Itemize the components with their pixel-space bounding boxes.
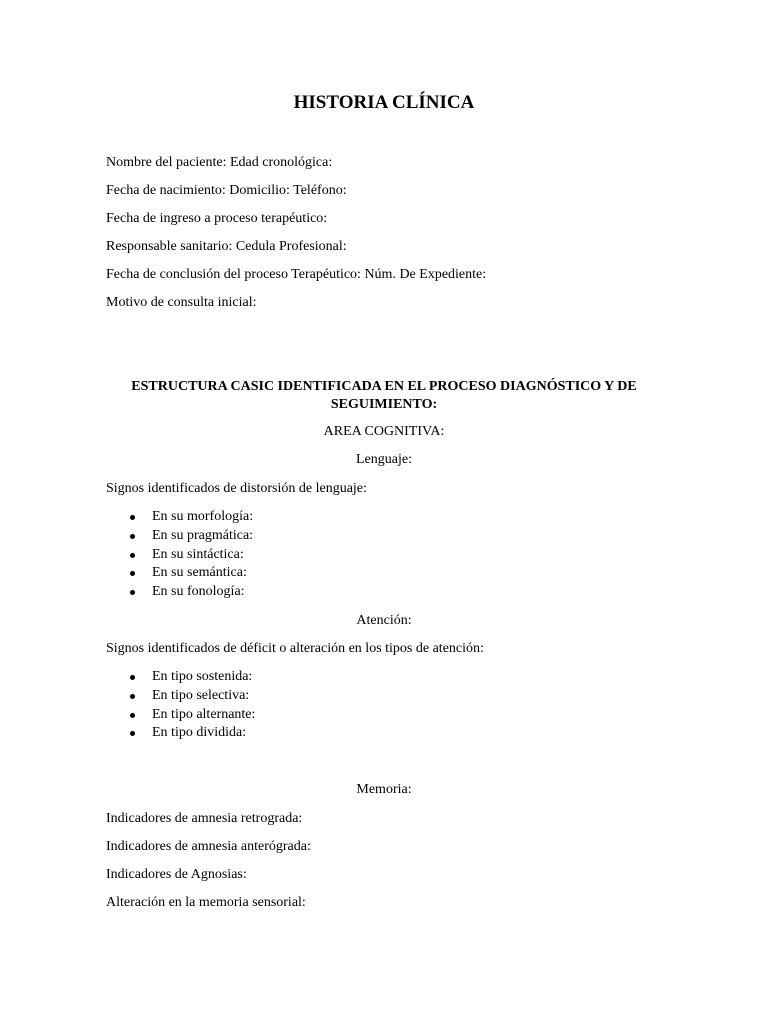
field-nacimiento-domicilio-telefono: Fecha de nacimiento: Domicilio: Teléfono:	[106, 183, 347, 198]
list-item	[106, 668, 255, 687]
bullet-icon	[130, 515, 135, 520]
document-title: HISTORIA CLÍNICA	[293, 92, 475, 113]
list-item	[106, 527, 253, 546]
memoria-heading: Memoria:	[356, 782, 412, 797]
list-item	[106, 724, 255, 743]
lenguaje-heading: Lenguaje:	[356, 452, 412, 467]
list-item-label: En tipo selectiva:	[152, 687, 250, 703]
bullet-icon	[130, 590, 135, 595]
list-item-label: En su morfología:	[152, 509, 254, 524]
list-item	[106, 706, 255, 725]
bullet-icon	[130, 713, 135, 718]
list-item	[106, 583, 253, 602]
field-nombre-edad: Nombre del paciente: Edad cronológica:	[106, 155, 333, 170]
lenguaje-list	[106, 508, 253, 602]
section-heading: ESTRUCTURA CASIC IDENTIFICADA EN EL PROCESO DIAGNÓSTICO Y DE SEGUIMIENTO:	[131, 379, 637, 412]
atencion-intro: Signos identificados de déficit o alteración en los tipos de atención:	[106, 641, 484, 656]
bullet-icon	[130, 731, 135, 736]
field-motivo-consulta: Motivo de consulta inicial:	[106, 295, 257, 310]
list-item	[106, 564, 253, 583]
list-item-label: En su fonología:	[152, 584, 245, 599]
field-conclusion-expediente: Fecha de conclusión del proceso Terapéutico: Núm. De Expediente:	[106, 267, 487, 282]
field-responsable-cedula: Responsable sanitario: Cedula Profesional:	[106, 239, 347, 254]
bullet-icon	[130, 675, 135, 680]
list-item-label: En su semántica:	[152, 565, 247, 581]
memoria-sensorial: Alteración en la memoria sensorial:	[106, 895, 306, 910]
bullet-icon	[130, 534, 135, 539]
atencion-list	[106, 668, 255, 743]
list-item-label: En tipo sostenida:	[152, 669, 253, 684]
list-item	[106, 508, 253, 527]
memoria-retrograda: Indicadores de amnesia retrograda:	[106, 811, 303, 826]
area-cognitiva-heading: AREA COGNITIVA:	[323, 424, 445, 439]
list-item	[106, 546, 253, 565]
list-item-label: En su sintáctica:	[152, 546, 244, 562]
list-item-label: En su pragmática:	[152, 527, 254, 543]
atencion-heading: Atención:	[356, 613, 412, 628]
memoria-anterograda: Indicadores de amnesia anterógrada:	[106, 839, 311, 854]
list-item	[106, 687, 255, 706]
bullet-icon	[130, 553, 135, 558]
bullet-icon	[130, 571, 135, 576]
bullet-icon	[130, 694, 135, 699]
field-fecha-ingreso: Fecha de ingreso a proceso terapéutico:	[106, 211, 328, 226]
memoria-agnosias: Indicadores de Agnosias:	[106, 867, 247, 882]
list-item-label: En tipo dividida:	[152, 725, 247, 741]
lenguaje-intro: Signos identificados de distorsión de lenguaje:	[106, 481, 367, 496]
list-item-label: En tipo alternante:	[152, 706, 256, 722]
